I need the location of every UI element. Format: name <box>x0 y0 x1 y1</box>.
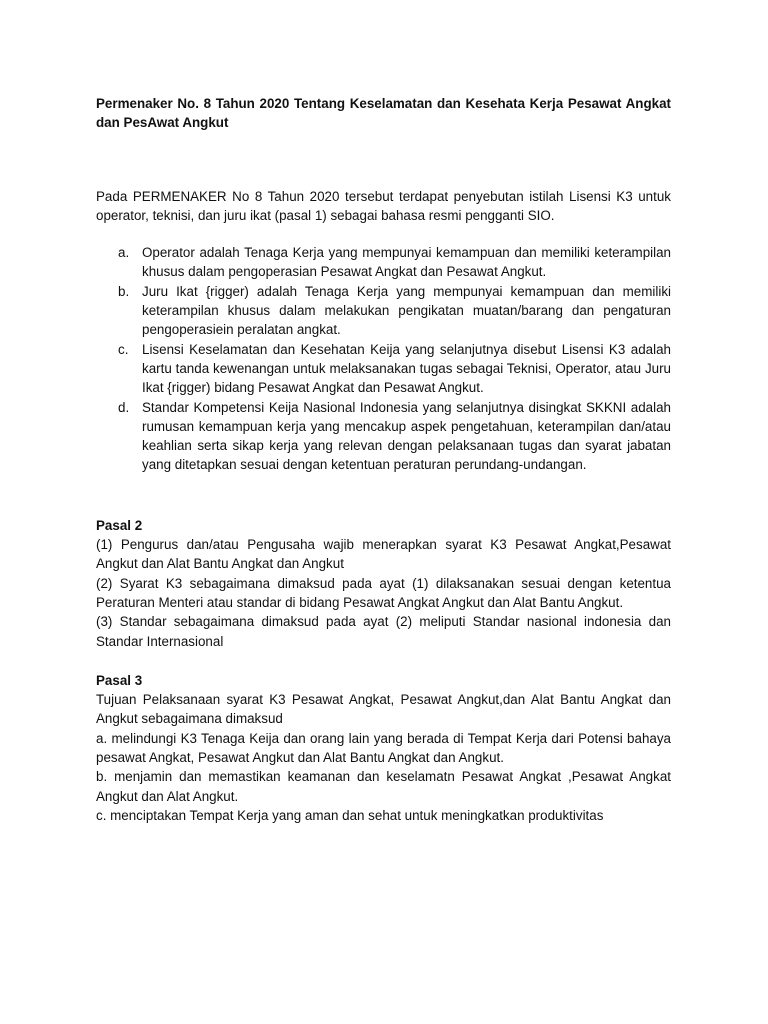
pasal-3-section <box>96 671 671 825</box>
document-page <box>96 94 671 825</box>
list-item <box>96 398 671 475</box>
intro-paragraph: Pada PERMENAKER No 8 Tahun 2020 tersebut terdapat penyebutan istilah Lisensi K3 untuk operator, teknisi, dan juru ikat (pasal 1) sebagai bahasa resmi pengganti SIO. <box>96 188 671 223</box>
list-marker: c. <box>118 341 129 357</box>
pasal-3-heading: Pasal 3 <box>96 672 143 688</box>
list-item <box>96 340 671 398</box>
pasal-2-section <box>96 516 671 651</box>
list-item-text: Lisensi Keselamatan dan Kesehatan Keija yang selanjutnya disebut Lisensi K3 adalah kartu tanda kewenangan untuk melaksanakan tugas sebagai Teknisi, Operator, atau Juru Ikat {rigger) bidang Pesawat Angkat dan Pesawat Angkut. <box>142 341 671 396</box>
pasal-3-paragraph: b. menjamin dan memastikan keamanan dan keselamatn Pesawat Angkat ,Pesawat Angkat Angkut dan Alat Angkut. <box>96 769 671 804</box>
pasal-2-heading: Pasal 2 <box>96 517 143 533</box>
list-marker: d. <box>118 399 130 415</box>
list-marker: a. <box>118 245 130 261</box>
pasal-3-paragraph: c. menciptakan Tempat Kerja yang aman dan sehat untuk meningkatkan produktivitas <box>96 807 604 823</box>
list-item <box>96 243 671 282</box>
document-title: Permenaker No. 8 Tahun 2020 Tentang Keselamatan dan Kesehata Kerja Pesawat Angkat dan PesAwat Angkut <box>96 96 671 131</box>
list-item-text: Juru Ikat {rigger) adalah Tenaga Kerja yang mempunyai kemampuan dan memiliki keterampilan khusus dalam melakukan pengikatan muatan/barang dan pengaturan pengoperasiein peralatan angkat. <box>142 283 671 338</box>
pasal-2-paragraph: (2) Syarat K3 sebagaimana dimaksud pada ayat (1) dilaksanakan sesuai dengan ketentua Peraturan Menteri atau standar di bidang Pesawat Angkat Angkut dan Alat Bantu Angkut. <box>96 575 671 610</box>
pasal-2-paragraph: (3) Standar sebagaimana dimaksud pada ayat (2) meliputi Standar nasional indonesia dan Standar Internasional <box>96 614 671 649</box>
list-marker: b. <box>118 283 130 299</box>
pasal-3-paragraph: Tujuan Pelaksanaan syarat K3 Pesawat Angkat, Pesawat Angkut,dan Alat Bantu Angkat dan Angkut sebagaimana dimaksud <box>96 692 671 727</box>
definitions-list <box>96 243 671 475</box>
pasal-3-paragraph: a. melindungi K3 Tenaga Keija dan orang lain yang berada di Tempat Kerja dari Potensi bahaya pesawat Angkat, Pesawat Angkut dan Alat Bantu Angkat dan Angkut. <box>96 730 671 766</box>
list-item-text: Standar Kompetensi Keija Nasional Indonesia yang selanjutnya disingkat SKKNI adalah rumusan kemampuan kerja yang mencakup aspek pengetahuan, keterampilan dan/atau keahlian serta sikap kerja yang relevan dengan pelaksanaan tugas dan syarat jabatan yang ditetapkan sesuai dengan ketentuan peraturan perundang-undangan. <box>142 399 671 473</box>
list-item <box>96 282 671 340</box>
list-item-text: Operator adalah Tenaga Kerja yang mempunyai kemampuan dan memiliki keterampilan khusus dalam pengoperasian Pesawat Angkat dan Pesawat Angkut. <box>142 245 671 280</box>
pasal-2-paragraph: (1) Pengurus dan/atau Pengusaha wajib menerapkan syarat K3 Pesawat Angkat,Pesawat Angkut dan Alat Bantu Angkat dan Angkut <box>96 537 671 572</box>
